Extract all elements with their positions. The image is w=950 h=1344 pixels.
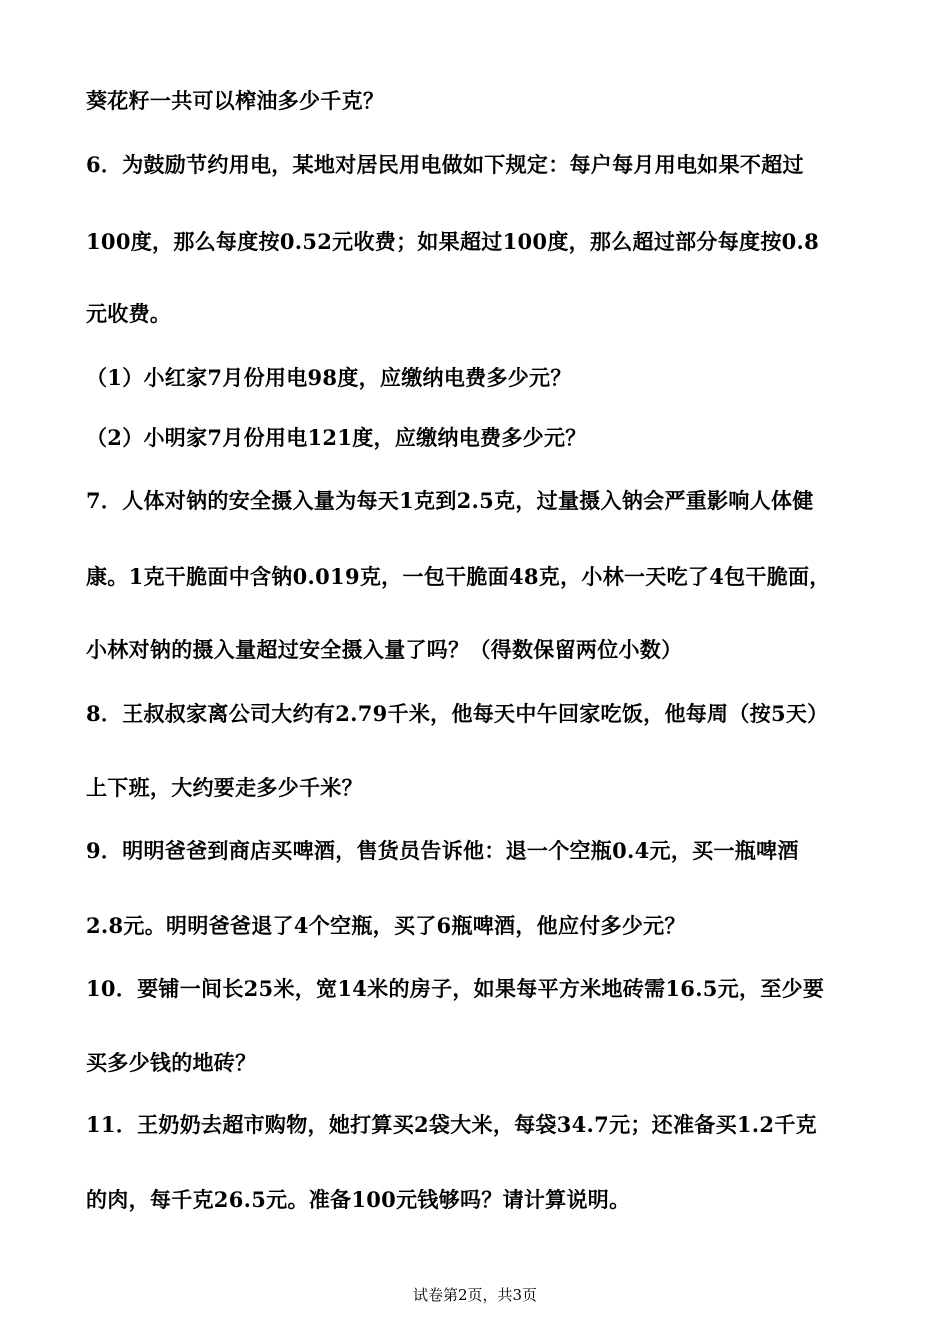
question-6-text: 元收费。	[86, 301, 172, 326]
question-11-text: 11．王奶奶去超市购物，她打算买2袋大米，每袋34.7元；还准备买1.2千克	[86, 1112, 817, 1137]
question-10-text: 买多少钱的地砖？	[86, 1050, 257, 1075]
question-9-text: 9．明明爸爸到商店买啤酒，售货员告诉他：退一个空瓶0.4元，买一瓶啤酒	[86, 838, 799, 863]
question-6-part-2: （2）小明家7月份用电121度，应缴纳电费多少元？	[86, 425, 587, 450]
text-line: 葵花籽一共可以榨油多少千克？	[86, 88, 385, 113]
question-8-text: 8．王叔叔家离公司大约有2.79千米，他每天中午回家吃饭，他每周（按5天）	[86, 701, 829, 726]
question-6-text: 100度，那么每度按0.52元收费；如果超过100度，那么超过部分每度按0.8	[86, 229, 820, 254]
question-7-text: 康。1克干脆面中含钠0.019克，一包干脆面48克，小林一天吃了4包干脆面，	[86, 564, 831, 589]
question-9-text: 2.8元。明明爸爸退了4个空瓶，买了6瓶啤酒，他应付多少元？	[86, 913, 686, 938]
page-footer: 试卷第2页，共3页	[412, 1286, 538, 1304]
question-11-text: 的肉，每千克26.5元。准备100元钱够吗？请计算说明。	[86, 1187, 631, 1212]
question-7-text: 7．人体对钠的安全摄入量为每天1克到2.5克，过量摄入钠会严重影响人体健	[86, 488, 814, 513]
question-7-text: 小林对钠的摄入量超过安全摄入量了吗？（得数保留两位小数）	[86, 637, 683, 662]
question-6-part-1: （1）小红家7月份用电98度，应缴纳电费多少元？	[86, 365, 572, 390]
question-6-text: 6．为鼓励节约用电，某地对居民用电做如下规定：每户每月用电如果不超过	[86, 152, 804, 177]
question-10-text: 10．要铺一间长25米，宽14米的房子，如果每平方米地砖需16.5元，至少要	[86, 976, 825, 1001]
question-8-text: 上下班，大约要走多少千米？	[86, 775, 363, 800]
